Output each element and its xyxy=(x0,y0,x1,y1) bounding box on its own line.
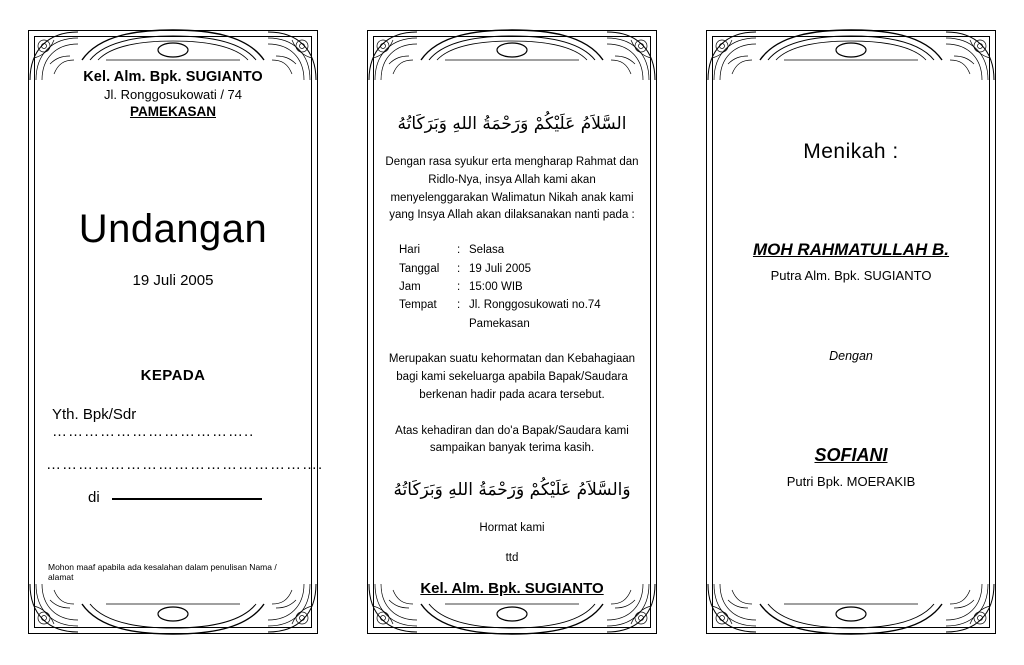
detail-value-continued: Pamekasan xyxy=(469,317,530,330)
place-label: di xyxy=(88,489,100,507)
panel-couple xyxy=(696,22,1006,642)
detail-separator: : xyxy=(457,244,461,257)
detail-label: Jam xyxy=(399,281,421,294)
recipient-name-blank[interactable]: ……………………………….. xyxy=(52,423,255,441)
recipient-prefix: Yth. Bpk/Sdr xyxy=(52,406,137,424)
place-blank[interactable] xyxy=(112,498,262,500)
honor-paragraph: Merupakan suatu kehormatan dan Kebahagiaan bagi kami sekeluarga apabila Bapak/Saudara berkenan hadir pada acara tersebut. xyxy=(388,353,636,401)
thanks-paragraph: Atas kehadiran dan do'a Bapak/Saudara kami sampaikan banyak terima kasih. xyxy=(395,424,629,455)
detail-separator: : xyxy=(457,262,461,275)
couple-content xyxy=(724,62,978,608)
salam-opening: السَّلاَمُ عَلَيْكُمْ وَرَحْمَةُ اللهِ وَبَرَكَاتُهُ xyxy=(397,114,627,134)
recipient-name-line xyxy=(46,406,300,440)
recipient-address-blank[interactable]: ……………………………………………. xyxy=(46,456,324,474)
detail-row xyxy=(399,241,639,259)
recipient-label: KEPADA xyxy=(140,367,206,385)
detail-value: 19 Juli 2005 xyxy=(469,262,532,275)
bride-name: SOFIANI xyxy=(814,445,888,465)
top-ornament-icon xyxy=(419,28,605,62)
sender-address: Jl. Ronggosukowati / 74 xyxy=(103,87,243,103)
detail-separator: : xyxy=(457,299,461,312)
footnote: Mohon maaf apabila ada kesalahan dalam penulisan Nama / alamat xyxy=(48,562,277,582)
cover-content xyxy=(46,62,324,608)
detail-value: Selasa xyxy=(469,244,505,257)
couple-connector: Dengan xyxy=(829,349,873,363)
recipient-place-line xyxy=(46,489,300,506)
top-ornament-icon xyxy=(80,28,266,62)
detail-row xyxy=(399,296,639,314)
detail-row xyxy=(399,260,639,278)
invitation-content xyxy=(385,62,639,608)
intro-paragraph: Dengan rasa syukur erta mengharap Rahmat dan Ridlo-Nya, insya Allah kami akan menyelenggarakan Walimatun Nikah anak kami yang Insya Allah akan dilaksanakan nanti pada : xyxy=(385,156,639,222)
groom-parent: Putra Alm. Bpk. SUGIANTO xyxy=(770,268,932,283)
groom-name: MOH RAHMATULLAH B. xyxy=(752,240,950,259)
page-title: Undangan xyxy=(78,207,268,252)
detail-value: Jl. Ronggosukowati no.74 xyxy=(469,299,601,312)
detail-value: 15:00 WIB xyxy=(469,281,523,294)
signature-label: ttd xyxy=(505,552,519,565)
event-details-table xyxy=(385,241,639,333)
detail-row xyxy=(399,278,639,296)
detail-label: Tanggal xyxy=(399,262,440,275)
bride-parent: Putri Bpk. MOERAKIB xyxy=(786,474,916,489)
detail-label: Hari xyxy=(399,244,421,257)
marriage-heading: Menikah : xyxy=(803,140,899,163)
regards-label: Hormat kami xyxy=(479,522,545,535)
panel-cover xyxy=(18,22,328,642)
event-date: 19 Juli 2005 xyxy=(132,272,214,290)
signature-name: Kel. Alm. Bpk. SUGIANTO xyxy=(420,580,604,598)
detail-label: Tempat xyxy=(399,299,437,312)
panel-content xyxy=(357,22,667,642)
detail-separator: : xyxy=(457,281,461,294)
sender-city: PAMEKASAN xyxy=(129,104,216,120)
sender-block xyxy=(46,68,300,121)
salam-closing: وَالسَّلاَمُ عَلَيْكُمْ وَرَحْمَةُ اللهِ وَبَرَكَاتُهُ xyxy=(393,480,631,501)
sender-family-name: Kel. Alm. Bpk. SUGIANTO xyxy=(83,69,263,85)
top-ornament-icon xyxy=(758,28,944,62)
